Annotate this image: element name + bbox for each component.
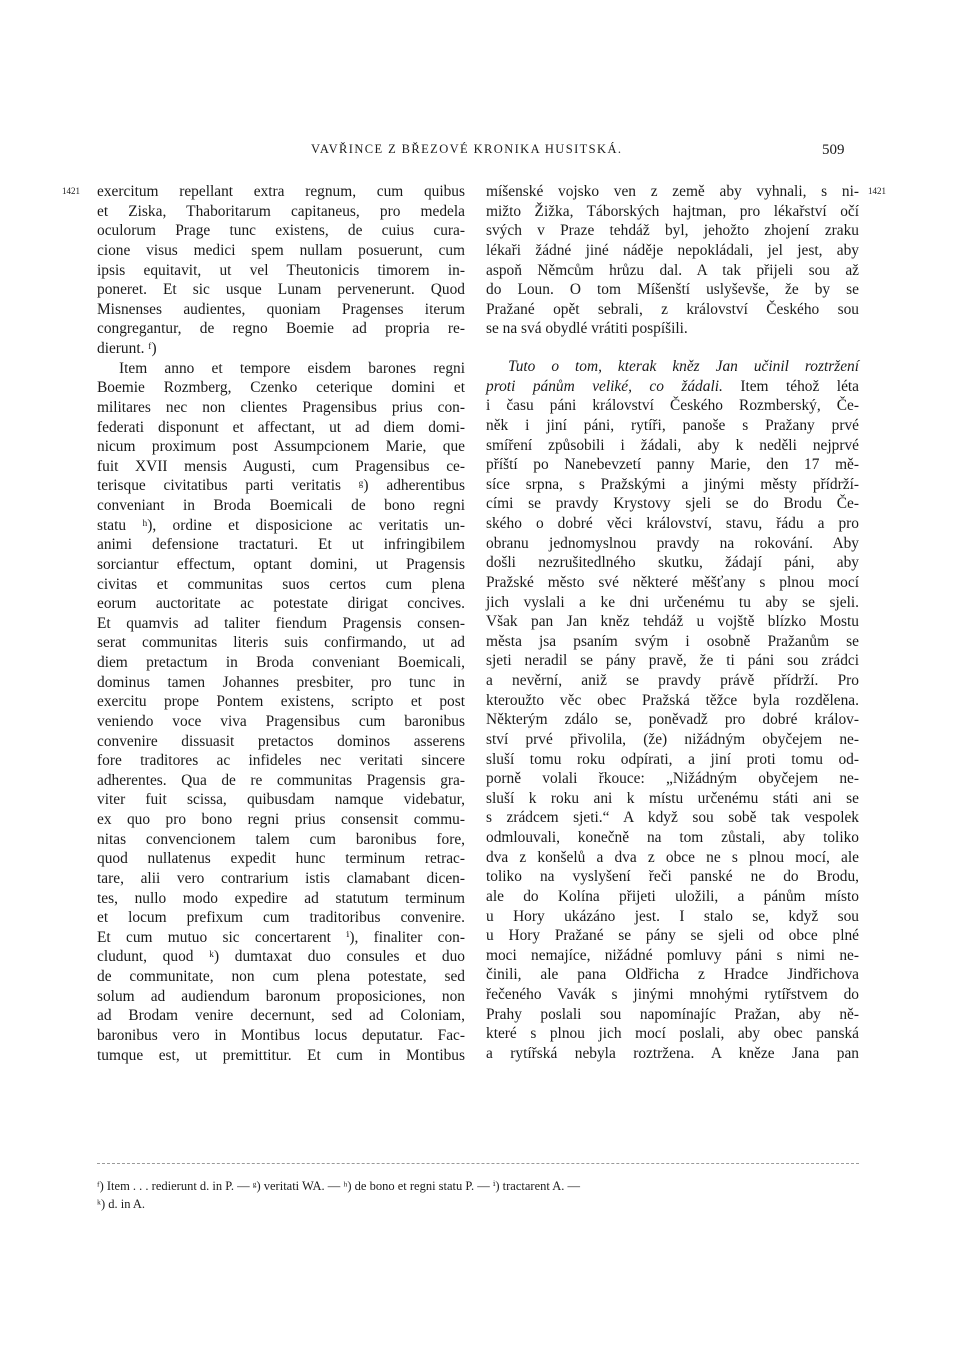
text-line: odmlouvali, konečně na tom zůstali, aby toliko	[486, 829, 859, 846]
text-line: animi defensione tractaturi. Et ut infringibilem	[97, 536, 465, 554]
page-number: 509	[822, 142, 845, 158]
text-line: dierunt. ᶠ)	[97, 340, 157, 357]
footnote-divider	[97, 1163, 859, 1164]
text-line: u Hory ukázáno jest. I stalo se, když sou	[486, 907, 859, 925]
footnote-line: ᵏ) d. in A.	[97, 1197, 146, 1211]
text-line: Pražané opět sebrali, z království Českého sou	[486, 300, 859, 318]
text-line: diem pretactum in Broda conveniant Boemicali,	[97, 654, 465, 671]
text-line: tumque est, ut premittitur. Et cum in Montibus	[97, 1046, 465, 1064]
text-line: fore traditores ac infideles nec veritati sincere	[97, 752, 465, 770]
text-line: congregantur, de regno Boemie ad propria re-	[97, 320, 465, 338]
text-line: Boemie Rozmberg, Czenko ceterique domini et	[97, 379, 465, 397]
text-line: adherentes. Qua de re communitas Pragensis gra-	[97, 771, 465, 789]
text-line: Prahy poslali sou napomínajíc Pražan, aby ně-	[486, 1005, 859, 1023]
text-line: statu ʰ), ordine et disposicione ac veritatis un-	[97, 516, 465, 534]
running-header	[0, 142, 960, 162]
text-line: u Hory Pražané se pány se sjeli od obce plné	[486, 927, 859, 945]
text-line: obranu jednomyslnou pravdy na rokování. Aby	[486, 534, 859, 552]
chapter-heading-italic: proti pánům veliké, co žádali.	[486, 377, 723, 395]
text-line: síce srpna, s Pražskými a jinými městy přídrží-	[486, 475, 859, 493]
margin-year-right: 1421	[868, 186, 886, 196]
text-line: conveniant in Broda Boemicali de bono regni	[97, 497, 465, 514]
text-line: tes, nullo modo expedire ad statutum terminum	[97, 889, 465, 907]
text-line: míšenské vojsko ven z země aby vyhnali, s ni-	[486, 183, 859, 200]
text-line: Et cum mutuo sic concertarent ⁱ), finaliter con-	[97, 928, 465, 946]
czech-text-bottom	[486, 396, 859, 1063]
text-line: svých v Praze tehdáž byl, jehožto zhojení zraku	[486, 222, 859, 240]
text-line: sorciantur effectum, optant domini, ut Pragensis	[97, 555, 465, 573]
text-line: federati disponunt et affectant, ut ad diem domi-	[97, 418, 465, 436]
text-line: Některým zdálo se, poněvadž pro dobré králov-	[486, 711, 859, 729]
text-line: s zrádcem sjeti.“ A když sou sobě tak vespolek	[486, 809, 859, 827]
text-line: eorum auctoritate ac potestate dirigat concives.	[97, 595, 465, 613]
text-line: baronibus vero in Montibus locus deputatur. Fac-	[97, 1026, 465, 1044]
text-line: de communitate, non cum plena potestate, sed	[97, 968, 465, 985]
text-line: dva z konšelů a dva z obce ne s plnou mocí, ale	[486, 848, 859, 866]
text-line: serat communitas literis suis confirmando, ut ad	[97, 634, 465, 652]
text-line: mižto Žižka, Táborských hajtman, pro lékařství očí	[486, 202, 859, 220]
text-line: et Ziska, Thaboritarum capitaneus, pro medela	[97, 202, 465, 220]
text-line: příští po Nanebevzetí panny Marie, den 17 mě-	[486, 456, 859, 474]
text-line: fuit XVII mensis Augusti, cum Pragensibus ce-	[97, 457, 465, 475]
text-line: sluší k roku ani k místu určenému státi ani se	[486, 789, 859, 807]
text-line: činili, ale pana Oldřicha z Hradce Jindřichova	[486, 966, 859, 984]
text-line: exercitu prope Pontem existens, scripto et post	[97, 693, 465, 711]
text-line: terisque civitatibus parti veritatis ᵍ) adherentibus	[97, 477, 465, 495]
text-line: tare, alii vero contrarium istis clamabant dicen-	[97, 869, 465, 887]
text-line: něk i jiní páni, rytíři, panoše s Pražany prvé	[486, 416, 859, 434]
text-line: aspoň Němcům hrůzu dal. A tak přijeli sou až	[486, 261, 859, 279]
text-line: Však pan Jan kněz tehdáž u vojště blízko Mostu	[486, 613, 859, 631]
text-line: a nevěrní, aniž se pravdy právě přídrží. Pro	[486, 672, 859, 689]
text-line: smíření způsobili i žádali, aby k neděli nejprvé	[486, 436, 859, 454]
chapter-heading-rest: Item téhož léta	[722, 377, 860, 395]
text-line: města jsa psaním svým i osobně Pražanům se	[486, 632, 859, 650]
text-line: Item anno et tempore eisdem barones regni	[119, 359, 465, 377]
text-line: militares nec non clientes Pragensibus prius con-	[97, 398, 465, 416]
running-title: VAVŘINCE Z BŘEZOVÉ KRONIKA HUSITSKÁ.	[311, 142, 623, 156]
footnotes	[97, 1177, 859, 1213]
latin-text-column	[97, 182, 465, 1065]
text-line: ex quo pro bono regni prius consensit commu-	[97, 811, 465, 828]
text-line: veniendo voce viva Pragensibus cum baronibus	[97, 712, 465, 730]
text-line: lékaři žádné jiné náděje nepokládali, jel jest, aby	[486, 241, 859, 259]
text-line: exercitum repellant extra regnum, cum quibus	[97, 183, 465, 200]
text-line: které s plnou jich mocí poslali, aby obec panská	[486, 1025, 859, 1043]
czech-text-column	[486, 182, 859, 1064]
text-line: cione visus medici spem nullam posuerunt, cum	[97, 241, 465, 259]
text-line: a rytířská nebyla roztržena. A kněze Jana pan	[486, 1044, 859, 1062]
text-line: civitas et communitas suos certos cum plena	[97, 575, 465, 593]
text-line: cími se pravdy Krystovy sjeli se do Brodu Če-	[486, 495, 859, 513]
text-line: Misnenses audientes, quoniam Pragenses iterum	[97, 300, 465, 318]
text-line: nitas convencionem talem cum baronibus fore,	[97, 830, 465, 848]
text-line: nicum proximum post Assumpcionem Marie, que	[97, 438, 465, 456]
text-line: toliko na vyslyšení řeči panské ne do Brodu,	[486, 868, 859, 886]
text-line: poneret. Et sic usque Lunam pervenerunt. Quod	[97, 281, 465, 299]
text-line: kteroužto věc obec Pražská těžce byla rozdělena.	[486, 691, 859, 709]
text-line: cludunt, quod ᵏ) dumtaxat duo consules et duo	[97, 948, 465, 966]
paragraph-gap	[486, 339, 859, 357]
text-line: ale do Kolína přijeti uložili, a pánům místo	[486, 887, 859, 905]
margin-year-left: 1421	[62, 186, 80, 196]
text-line: Pražské město své některé měšťany s plnou mocí	[486, 573, 859, 591]
text-line: do Loun. O tom Míšenští uslyševše, že by se	[486, 281, 859, 299]
text-line: et locum prefixum cum traditoribus convenire.	[97, 909, 465, 927]
text-line: ství prvé přivolila, (že) nižádným obyčejem ne-	[486, 730, 859, 748]
text-line: ského o dobré věci království, stavu, řádu a pro	[486, 515, 859, 532]
text-line: moci nemajíce, nižádné pomluvy páni s nimi ne-	[486, 946, 859, 964]
chapter-heading-continuation	[486, 377, 859, 397]
czech-text-top	[486, 182, 859, 339]
text-line: viter fuit scissa, quibusdam namque videbatur,	[97, 791, 465, 809]
chapter-heading: Tuto o tom, kterak kněz Jan učinil roztržení	[508, 358, 859, 375]
text-line: sjeti neradil se pány pravě, že ti páni sou zrádci	[486, 652, 859, 670]
text-line: se na svá obydlé vrátiti pospíšili.	[486, 320, 688, 338]
text-line: sluší tomu roku odpírati, a jiní proti tomu od-	[486, 750, 859, 768]
text-line: porně volali řkouce: „Nižádným obyčejem ne-	[486, 770, 859, 788]
text-line: jich vyslali a ke dni určenému tu aby se sjeli.	[486, 593, 859, 611]
text-line: ad Brodam venire decernunt, sed ad Coloniam,	[97, 1007, 465, 1025]
text-line: došli nezrušitedlného skutku, žádají páni, aby	[486, 554, 859, 572]
text-line: ipsis equitavit, ut vel Theutonicis timorem in-	[97, 261, 465, 279]
text-line: convenire dissuasit pretactos dominos asserens	[97, 732, 465, 750]
text-line: oculorum Prage tunc existens, de cuius cura-	[97, 222, 465, 240]
text-line: Et quamvis ad taliter fiendum Pragensis consen-	[97, 614, 465, 632]
text-line: řečeného Vavák s jinými mnohými rytířstvem do	[486, 986, 859, 1003]
text-line: i času páni království Českého Rozmberský, Če-	[486, 397, 859, 415]
text-line: dominus tamen Johannes presbiter, pro tunc in	[97, 673, 465, 691]
text-line: quod nullatenus expedit hunc terminum retrac-	[97, 850, 465, 868]
text-line: solum ad audiendum baronum proposiciones, non	[97, 987, 465, 1005]
footnote-line: ᶠ) Item . . . redierunt d. in P. — ᵍ) veritati WA. — ʰ) de bono et regni statu P. — ⁱ) tractarent A. —	[97, 1179, 581, 1193]
